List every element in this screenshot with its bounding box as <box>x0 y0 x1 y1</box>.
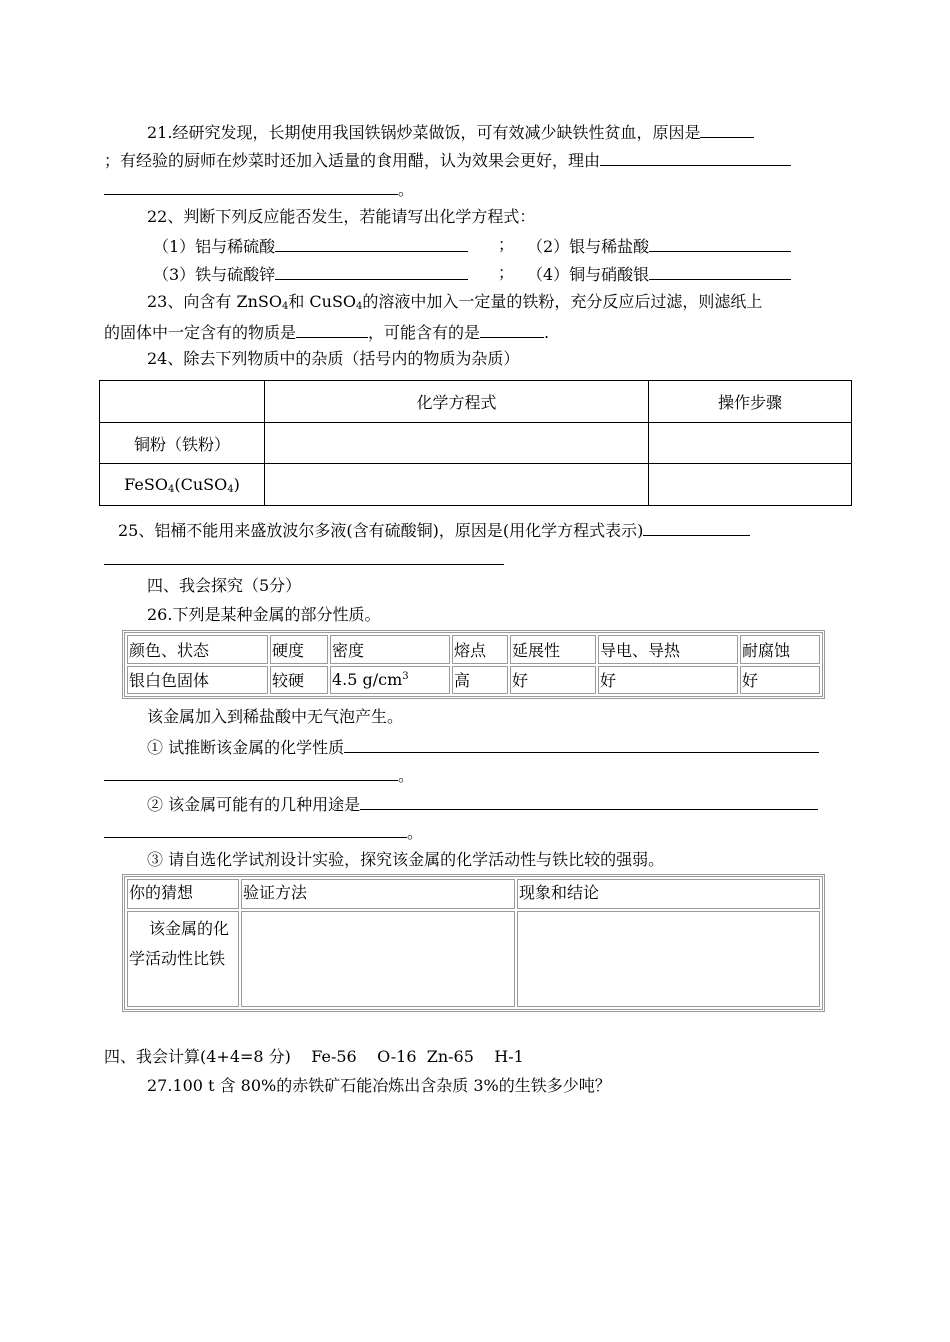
q26-exp-h-guess: 你的猜想 <box>127 879 239 909</box>
section-explore-title: 四、我会探究（5分） <box>147 576 302 595</box>
q22-blank2[interactable] <box>649 234 791 252</box>
q24-row1-label: 铜粉（铁粉） <box>100 423 265 464</box>
q22-stem: 22、判断下列反应能否发生，若能请写出化学方程式： <box>147 207 536 226</box>
section-calc-title: 四、我会计算(4+4=8 分) Fe-56 O-16 Zn-65 H-1 <box>104 1047 524 1066</box>
q25-text: 25、铝桶不能用来盛放波尔多液(含有硫酸铜)，原因是(用化学方程式表示) <box>118 521 644 540</box>
q22-blank1[interactable] <box>275 234 468 252</box>
q26-p1-line2 <box>104 763 414 787</box>
q24-row1-steps[interactable] <box>649 423 852 464</box>
q24-row2-steps[interactable] <box>649 464 852 506</box>
q23-text-b: 和 CuSO <box>288 292 357 311</box>
q26-p1-line <box>147 735 819 759</box>
q27: 27.100 t 含 80%的赤铁矿石能冶炼出含杂质 3%的生铁多少吨？ <box>147 1076 611 1095</box>
q26-blank1b[interactable] <box>104 763 398 781</box>
q26-blank2b[interactable] <box>104 820 407 838</box>
q26-h-corrosion: 耐腐蚀 <box>740 635 820 664</box>
q21-line1 <box>147 120 754 144</box>
q24-row2-label <box>100 464 265 506</box>
q22-item4: （4）铜与硝酸银 <box>527 265 650 284</box>
q25-blank1[interactable] <box>643 518 750 536</box>
q24-table <box>99 380 852 506</box>
q26-p2-end: 。 <box>407 823 424 842</box>
q22-blank4[interactable] <box>649 262 791 280</box>
q24-header-equation: 化学方程式 <box>265 381 649 423</box>
q26-p1: ① 试推断该金属的化学性质 <box>147 738 345 757</box>
q23-blank2[interactable] <box>480 320 544 338</box>
q23-blank1[interactable] <box>296 320 368 338</box>
q21-line2 <box>104 148 791 172</box>
q22-sep2: ； <box>498 263 515 282</box>
q24-stem: 24、除去下列物质中的杂质（括号内的物质为杂质） <box>147 349 520 368</box>
q23-end: . <box>544 323 550 342</box>
q26-p2-line2 <box>104 820 423 844</box>
q25-blank2[interactable] <box>104 547 504 565</box>
q22-item2: （2）银与稀盐酸 <box>527 237 650 256</box>
q26-exp-method[interactable] <box>241 911 515 1007</box>
q26-exp-h-result: 现象和结论 <box>517 879 820 909</box>
q22-row1 <box>153 234 468 258</box>
q26-v-hardness: 较硬 <box>270 666 328 695</box>
q22-item3: （3）铁与硫酸锌 <box>153 265 276 284</box>
q23-text-a: 23、向含有 ZnSO <box>147 292 282 311</box>
q26-v-conductivity: 好 <box>598 666 738 695</box>
q22-row2b <box>527 262 791 286</box>
q26-exp-result[interactable] <box>517 911 820 1007</box>
q21-text1: 21.经研究发现，长期使用我国铁锅炒菜做饭，可有效减少缺铁性贫血，原因是 <box>147 123 701 142</box>
q22-item1: （1）铝与稀硫酸 <box>153 237 276 256</box>
q26-v-ductility: 好 <box>510 666 596 695</box>
q22-row2 <box>153 262 468 286</box>
q26-v-density-sup: 3 <box>402 671 409 683</box>
q24-row1-equation[interactable] <box>265 423 649 464</box>
q21-text2: ；有经验的厨师在炒菜时还加入适量的食用醋，认为效果会更好，理由 <box>104 151 601 170</box>
q26-v-melting: 高 <box>452 666 508 695</box>
q21-line3 <box>104 177 414 201</box>
q25-line1 <box>118 518 750 542</box>
q24-header-blank <box>100 381 265 423</box>
q26-note: 该金属加入到稀盐酸中无气泡产生。 <box>147 707 404 726</box>
q26-experiment-table <box>122 874 825 1012</box>
q26-v-color: 银白色固体 <box>127 666 268 695</box>
q24-row2-sub1: 4 <box>167 483 175 495</box>
q26-exp-h-method: 验证方法 <box>241 879 515 909</box>
q26-v-corrosion: 好 <box>740 666 820 695</box>
q22-blank3[interactable] <box>275 262 468 280</box>
q24-header-steps: 操作步骤 <box>649 381 852 423</box>
q26-h-color: 颜色、状态 <box>127 635 268 664</box>
q24-row2-equation[interactable] <box>265 464 649 506</box>
q25-line2 <box>104 547 504 571</box>
q26-stem: 26.下列是某种金属的部分性质。 <box>147 605 381 624</box>
q24-row2-b: (CuSO <box>174 474 228 494</box>
q24-row2-a: FeSO <box>124 474 168 494</box>
q21-end: 。 <box>398 180 415 199</box>
q26-h-density: 密度 <box>330 635 450 664</box>
q26-v-density-text: 4.5 g/cm <box>332 670 403 690</box>
q21-blank2[interactable] <box>600 148 791 166</box>
q26-h-ductility: 延展性 <box>510 635 596 664</box>
q23-line1 <box>147 291 762 318</box>
q26-p2: ② 该金属可能有的几种用途是 <box>147 795 361 814</box>
q22-row1b <box>527 234 791 258</box>
q26-p3: ③ 请自选化学试剂设计实验，探究该金属的化学活动性与铁比较的强弱。 <box>147 850 665 869</box>
q23-line2 <box>104 320 549 344</box>
q26-exp-guess <box>127 911 239 1007</box>
q26-properties-table <box>122 630 825 699</box>
q21-blank3[interactable] <box>104 177 398 195</box>
q26-h-hardness: 硬度 <box>270 635 328 664</box>
q23-text-e: ，可能含有的是 <box>368 323 481 342</box>
q26-p2-line <box>147 792 818 816</box>
q26-exp-guess-1: 该金属的化 <box>149 919 230 938</box>
q24-row2-sub2: 4 <box>227 483 234 495</box>
q24-row2-c: ) <box>233 474 240 494</box>
q23-sub2: 4 <box>356 301 363 312</box>
q26-exp-guess-2: 学活动性比铁 <box>129 949 226 968</box>
q23-text-d: 的固体中一定含有的物质是 <box>104 323 297 342</box>
q26-h-conductivity: 导电、导热 <box>598 635 738 664</box>
q26-v-density <box>330 666 450 695</box>
q26-blank2[interactable] <box>360 792 818 810</box>
q22-sep1: ； <box>498 235 515 254</box>
q26-blank1[interactable] <box>344 735 819 753</box>
q26-p1-end: 。 <box>398 766 415 785</box>
q26-h-melting: 熔点 <box>452 635 508 664</box>
q23-text-c: 的溶液中加入一定量的铁粉，充分反应后过滤，则滤纸上 <box>362 292 763 311</box>
q23-sub1: 4 <box>281 301 289 312</box>
q21-blank1[interactable] <box>700 120 754 138</box>
